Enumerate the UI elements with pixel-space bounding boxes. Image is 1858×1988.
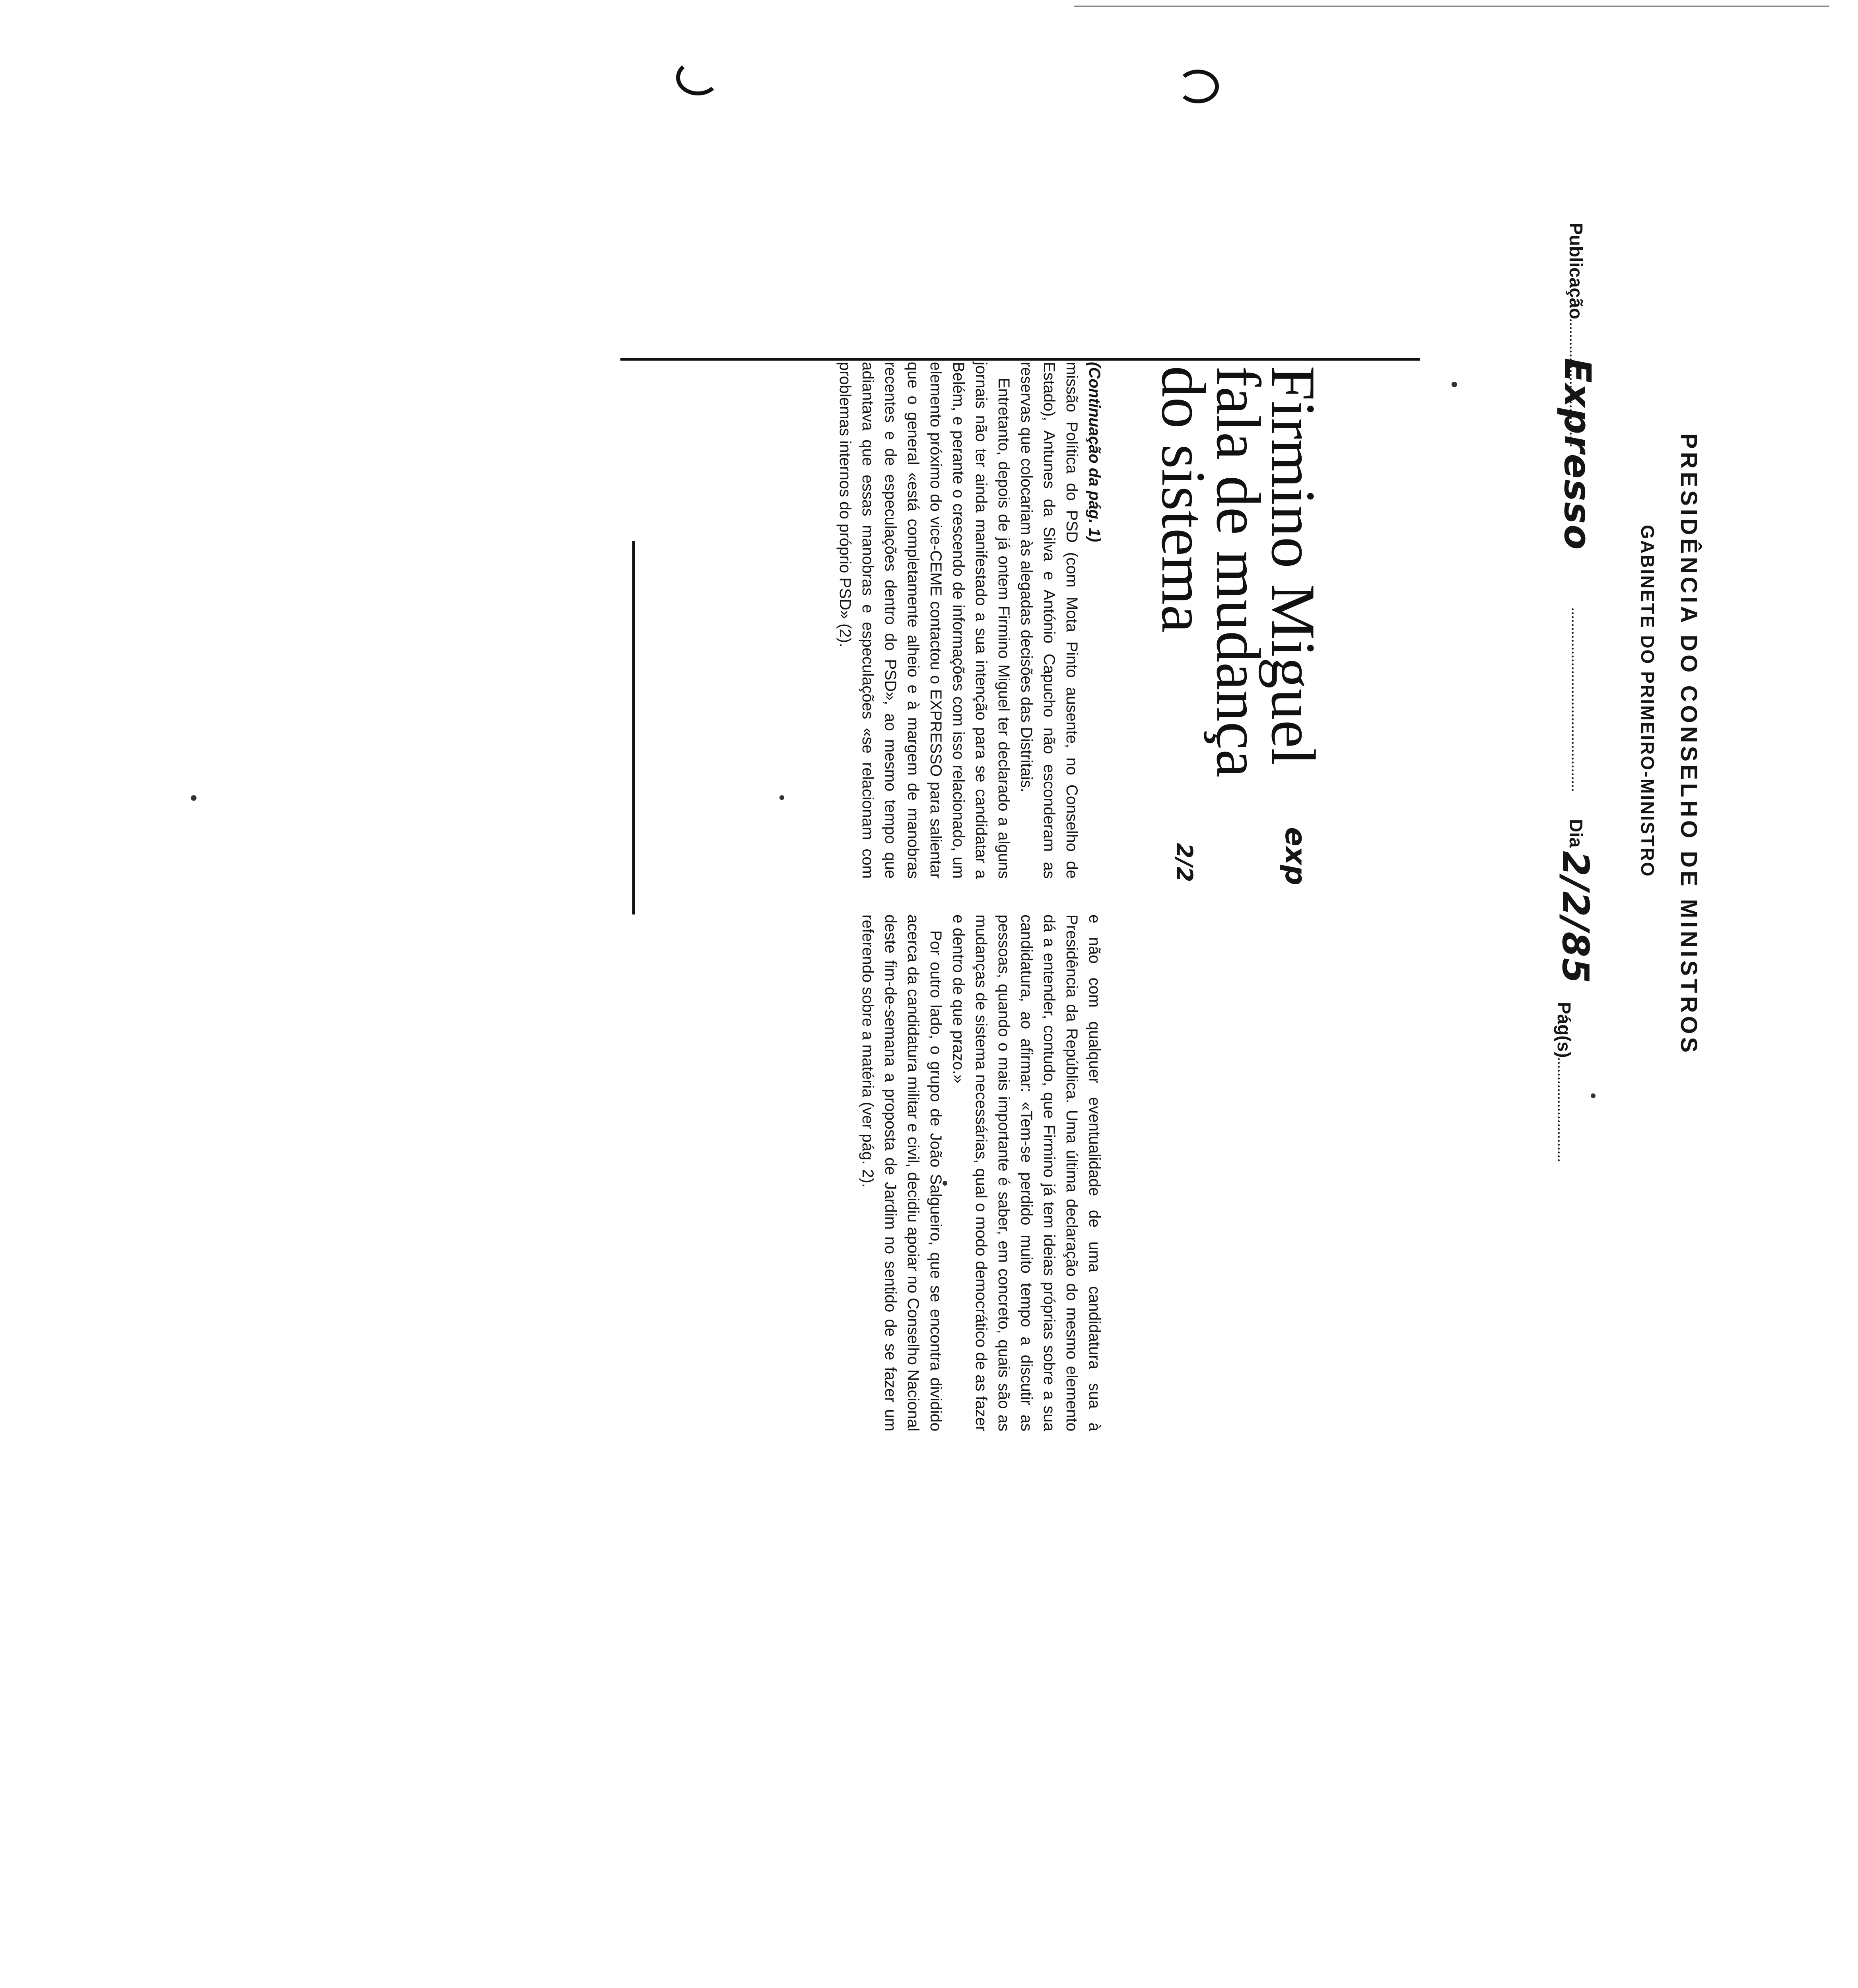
headline-handwritten-note: exp xyxy=(1279,827,1312,885)
paragraph: Por outro lado, o grupo de João Salgueiro, que se encontra dividido acerca da candidatura militar e civil, decidiu apoiar no Conselho Nacional deste fim-de-semana a proposta de Jardim no sentido de se fazer um referendo sobre a matéria (ver pág. 2). xyxy=(859,914,945,1431)
pages-field xyxy=(1553,1002,1575,1161)
dotted-line xyxy=(1558,1058,1563,1161)
letterhead-cabinet: GABINETE DO PRIMEIRO-MINISTRO xyxy=(1637,525,1658,878)
clipping-top-rule xyxy=(620,358,1420,361)
headline xyxy=(1149,366,1328,778)
article-column-2 xyxy=(834,914,1106,1431)
continuation-note: (Continuação da pág. 1) xyxy=(1086,362,1103,542)
dust-speck xyxy=(1591,1093,1596,1098)
scan-edge-line xyxy=(1074,6,1829,7)
publication-label: Publicação xyxy=(1566,223,1586,319)
hole-punch-mark xyxy=(676,60,720,95)
article-column-1 xyxy=(834,362,1106,879)
dust-speck xyxy=(191,795,196,801)
page-handwritten-note: 2/2 xyxy=(1171,843,1197,882)
headline-line-2: fala de mudança xyxy=(1203,366,1273,778)
article-body xyxy=(834,362,1106,1431)
letterhead-ministry: PRESIDÊNCIA DO CONSELHO DE MINISTROS xyxy=(1676,433,1702,1056)
headline-line-3: do sistema xyxy=(1149,366,1218,633)
publication-handwritten: Expresso xyxy=(1556,358,1599,551)
dust-speck xyxy=(779,795,784,800)
date-label: Dia xyxy=(1566,819,1586,848)
paragraph: missão Política do PSD (com Mota Pinto ausente, no Conselho de Estado), Antunes da Silva e António Capucho não esconderam as reservas que colocariam às alegadas decisões das Distritais. xyxy=(1018,362,1081,879)
pages-label: Pág(s) xyxy=(1554,1002,1574,1058)
dust-speck xyxy=(1452,382,1457,387)
date-field xyxy=(1565,819,1587,848)
hole-punch-mark xyxy=(1177,70,1219,103)
paragraph: e não com qualquer eventualidade de uma candidatura sua à Presidência da República. Uma última declaração do mesmo elemento dá a entender, contudo, que Firmino já tem ideias próprias sobre a sua candidatura, ao afirmar: «Tem-se perdido muito tempo a discutir as pessoas, quando o mais importante é saber, em concreto, quais são as mudanças de sistema necessárias, qual o modo democrático de as fazer e dentro de que prazo.» xyxy=(950,914,1103,1431)
clipping-side-rule xyxy=(632,541,635,914)
publication-dots-tail xyxy=(1570,608,1577,791)
paragraph: Entretanto, depois de já ontem Firmino Miguel ter declarado a alguns jornais não ter ainda manifestado a sua intenção para se candidatar a Belém, e perante o crescendo de informações com isso relacionado, um elemento próximo do vice-CEME contactou o EXPRESSO para salientar que o general «está completamente alheio e à margem de manobras recentes e de especulações dentro do PSD», ao mesmo tempo que adiantava que essas manobras e especulações «se relacionam com problemas internos do próprio PSD» (2). xyxy=(836,362,1013,879)
date-handwritten: 2/2/85 xyxy=(1554,851,1597,984)
headline-line-1: Firmino Miguel xyxy=(1258,366,1328,766)
